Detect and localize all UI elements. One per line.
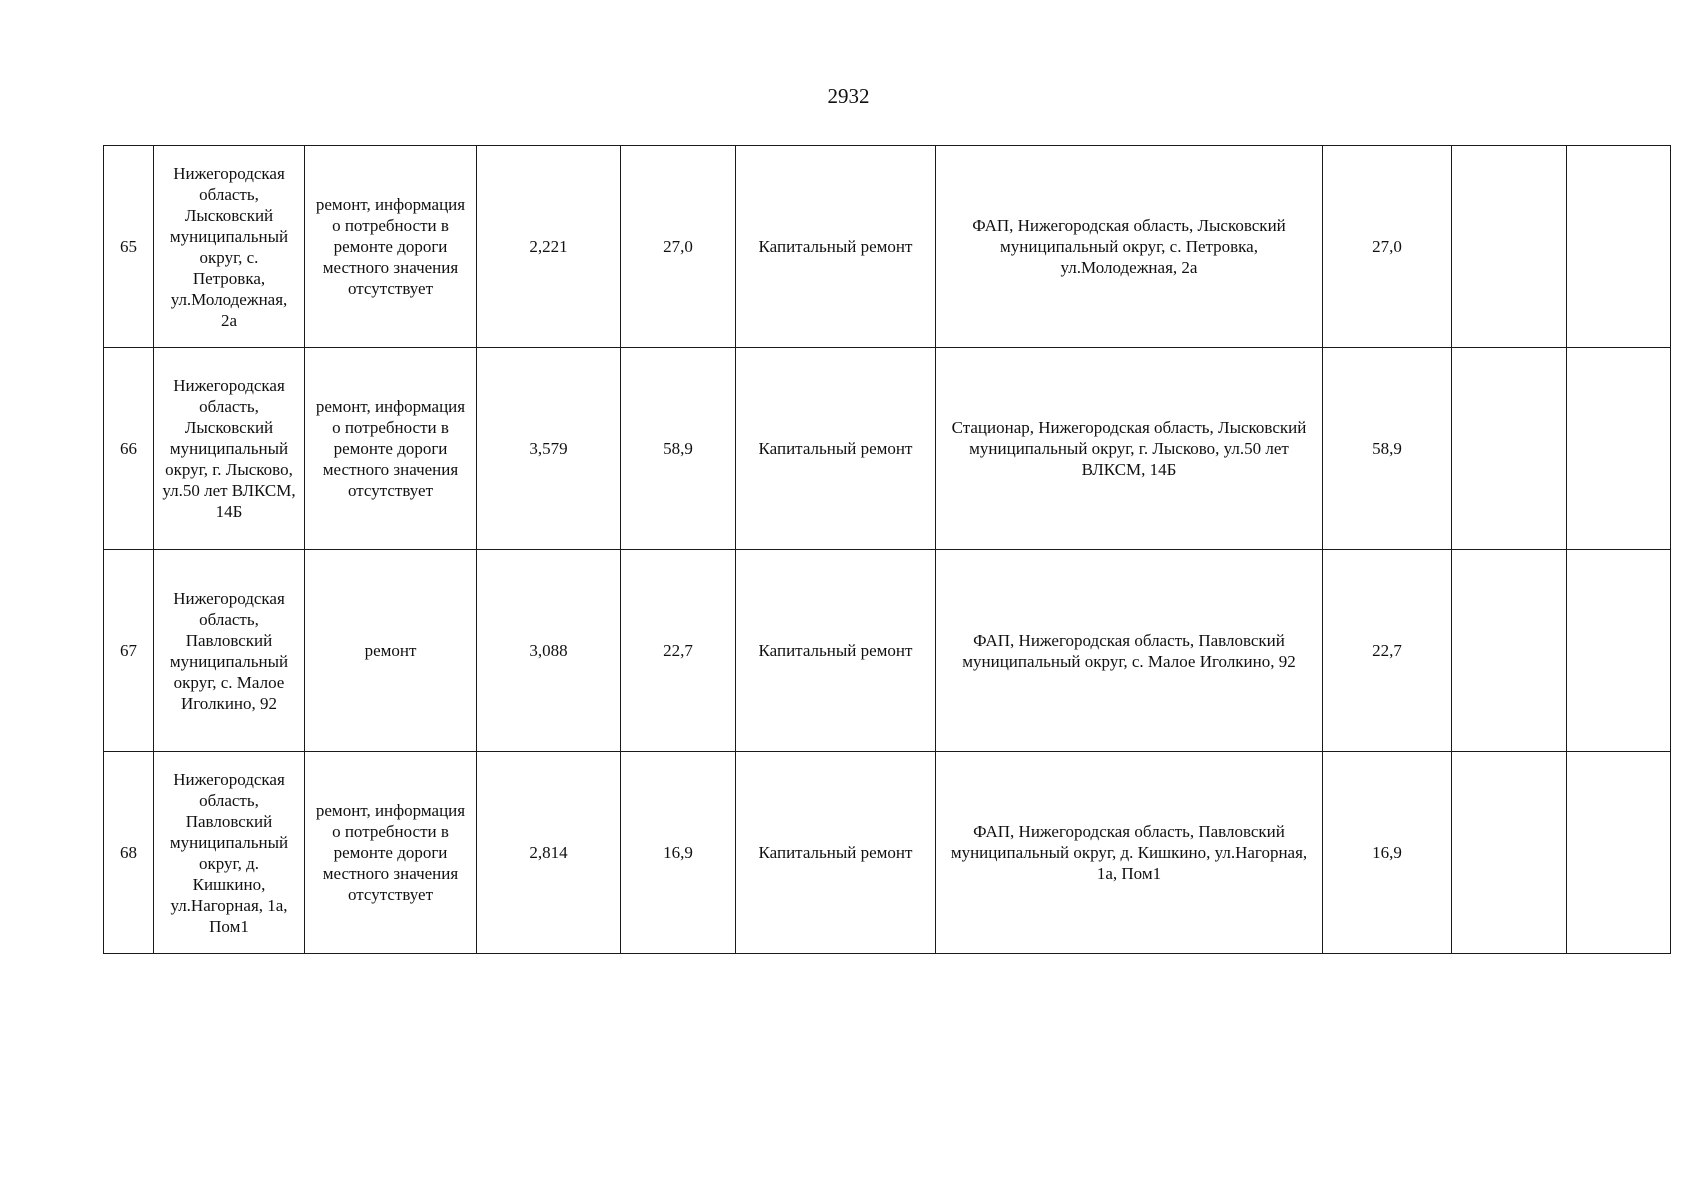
total-value-cell: 58,9 [1323,348,1452,550]
length-cell: 2,814 [477,752,621,954]
table-row [104,752,1671,954]
empty-cell [1452,550,1567,752]
address-cell: Нижегородская область, Павловский муниципальный округ, с. Малое Иголкино, 92 [154,550,305,752]
registry-table [103,145,1671,954]
work-type-cell: ремонт, информация о потребности в ремонте дороги местного значения отсутствует [305,348,477,550]
empty-cell [1567,550,1671,752]
address-cell: Нижегородская область, Лысковский муниципальный округ, с. Петровка, ул.Молодежная, 2а [154,146,305,348]
row-number-cell: 68 [104,752,154,954]
length-cell: 2,221 [477,146,621,348]
total-value-cell: 22,7 [1323,550,1452,752]
empty-cell [1452,752,1567,954]
empty-cell [1452,146,1567,348]
repair-type-cell: Капитальный ремонт [736,348,936,550]
row-number-cell: 67 [104,550,154,752]
repair-type-cell: Капитальный ремонт [736,146,936,348]
page-number: 2932 [827,84,870,108]
total-value-cell: 16,9 [1323,752,1452,954]
facility-cell: ФАП, Нижегородская область, Павловский муниципальный округ, д. Кишкино, ул.Нагорная, 1а, Пом1 [936,752,1323,954]
facility-cell: ФАП, Нижегородская область, Павловский муниципальный округ, с. Малое Иголкино, 92 [936,550,1323,752]
facility-cell: Стационар, Нижегородская область, Лысковский муниципальный округ, г. Лысково, ул.50 лет ВЛКСМ, 14Б [936,348,1323,550]
repair-type-cell: Капитальный ремонт [736,752,936,954]
empty-cell [1567,348,1671,550]
repair-type-cell: Капитальный ремонт [736,550,936,752]
length-cell: 3,579 [477,348,621,550]
value-cell: 27,0 [621,146,736,348]
empty-cell [1567,146,1671,348]
row-number-cell: 65 [104,146,154,348]
table-row [104,348,1671,550]
work-type-cell: ремонт, информация о потребности в ремонте дороги местного значения отсутствует [305,146,477,348]
table-row [104,550,1671,752]
facility-cell: ФАП, Нижегородская область, Лысковский муниципальный округ, с. Петровка, ул.Молодежная, 2а [936,146,1323,348]
value-cell: 58,9 [621,348,736,550]
row-number-cell: 66 [104,348,154,550]
address-cell: Нижегородская область, Лысковский муниципальный округ, г. Лысково, ул.50 лет ВЛКСМ, 14Б [154,348,305,550]
value-cell: 16,9 [621,752,736,954]
work-type-cell: ремонт, информация о потребности в ремонте дороги местного значения отсутствует [305,752,477,954]
total-value-cell: 27,0 [1323,146,1452,348]
address-cell: Нижегородская область, Павловский муниципальный округ, д. Кишкино, ул.Нагорная, 1а, Пом1 [154,752,305,954]
empty-cell [1567,752,1671,954]
length-cell: 3,088 [477,550,621,752]
empty-cell [1452,348,1567,550]
table-row [104,146,1671,348]
value-cell: 22,7 [621,550,736,752]
work-type-cell: ремонт [305,550,477,752]
